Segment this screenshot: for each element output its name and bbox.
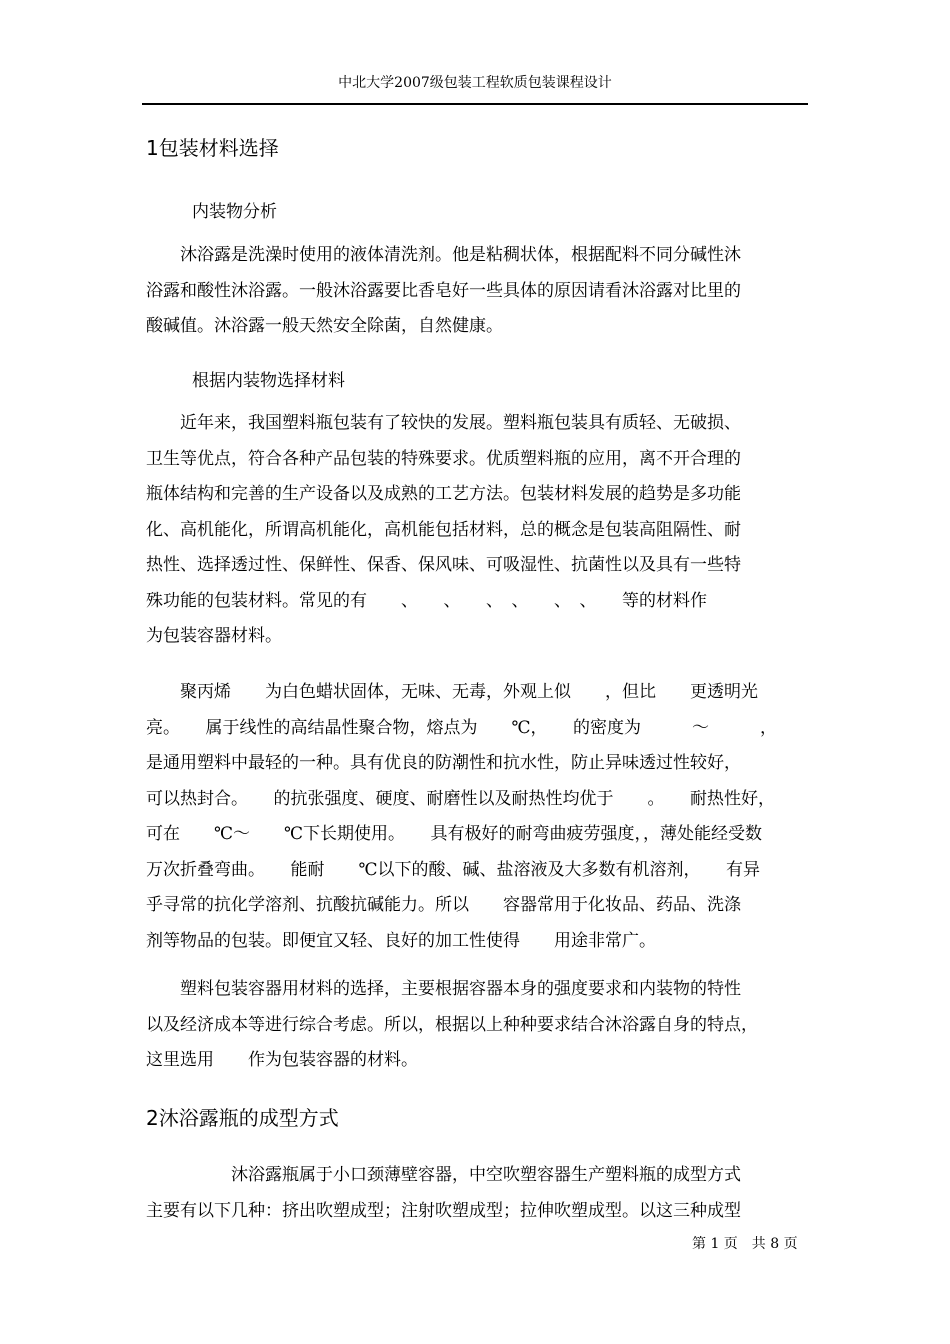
paragraph-4 <box>146 972 810 1079</box>
paragraph-line: 主要有以下几种：挤出吹塑成型；注射吹塑成型；拉伸吹塑成型。以这三种成型 <box>146 1200 741 1221</box>
paragraph-line: 乎寻常的抗化学溶剂、抗酸抗碱能力。所以 容器常用于化妆品、药品、洗涤 <box>146 895 741 915</box>
paragraph-line: 是通用塑料中最轻的一种。具有优良的防潮性和抗水性，防止异味透过性较好， <box>146 753 741 773</box>
paragraph-1 <box>146 238 810 345</box>
paragraph-line: 瓶体结构和完善的生产设备以及成熟的工艺方法。包装材料发展的趋势是多功能 <box>146 484 741 504</box>
paragraph-line: 浴露和酸性沐浴露。一般沐浴露要比香皂好一些具体的原因请看沐浴露对比里的 <box>146 280 741 301</box>
page-footer: 第 1 页 共 8 页 <box>692 1236 798 1252</box>
paragraph-line: 可以热封合。 的抗张强度、硬度、耐磨性以及耐热性均优于 。 耐热性好， <box>146 788 775 809</box>
paragraph-line: 近年来，我国塑料瓶包装有了较快的发展。塑料瓶包装具有质轻、无破损、 <box>146 413 741 433</box>
paragraph-line: 塑料包装容器用材料的选择，主要根据容器本身的强度要求和内装物的特性 <box>146 979 741 999</box>
header-rule <box>142 103 808 105</box>
subheading-material-selection: 根据内装物选择材料 <box>192 371 345 391</box>
paragraph-line: 沐浴露瓶属于小口颈薄壁容器，中空吹塑容器生产塑料瓶的成型方式 <box>146 1165 741 1185</box>
paragraph-5 <box>146 1158 810 1229</box>
paragraph-line: 沐浴露是洗澡时使用的液体清洗剂。他是粘稠状体，根据配料不同分碱性沐 <box>146 245 741 265</box>
paragraph-line: 为包装容器材料。 <box>146 626 282 646</box>
paragraph-line: 亮。 属于线性的高结晶性聚合物，熔点为 ℃， 的密度为 ～ ， <box>146 717 778 738</box>
paragraph-3 <box>146 675 810 959</box>
paragraph-line: 热性、选择透过性、保鲜性、保香、保风味、可吸湿性、抗菌性以及具有一些特 <box>146 555 741 575</box>
paragraph-line: 聚丙烯 为白色蜡状固体，无味、无毒，外观上似 ，但比 更透明光 <box>146 682 758 702</box>
subheading-contents-analysis: 内装物分析 <box>192 202 277 222</box>
paragraph-2 <box>146 406 810 655</box>
page-header: 中北大学2007级包装工程软质包装课程设计 <box>338 75 612 91</box>
paragraph-line: 这里选用 作为包装容器的材料。 <box>146 1050 418 1070</box>
paragraph-line: 剂等物品的包装。即便宜又轻、良好的加工性使得 用途非常广。 <box>146 930 656 951</box>
paragraph-line: 酸碱值。沐浴露一般天然安全除菌，自然健康。 <box>146 316 503 336</box>
paragraph-line: 以及经济成本等进行综合考虑。所以，根据以上种种要求结合沐浴露自身的特点， <box>146 1014 758 1035</box>
paragraph-line: 可在 ℃～ ℃下长期使用。 具有极好的耐弯曲疲劳强度，，薄处能经受数 <box>146 824 763 844</box>
section-2-title: 2沐浴露瓶的成型方式 <box>146 1106 339 1130</box>
section-1-title: 1包装材料选择 <box>146 136 279 160</box>
paragraph-line: 殊功能的包装材料。常见的有 、 、 、 、 、 、 等的材料作 <box>146 590 707 611</box>
paragraph-line: 万次折叠弯曲。 能耐 ℃以下的酸、碱、盐溶液及大多数有机溶剂， 有异 <box>146 859 761 880</box>
paragraph-line: 卫生等优点，符合各种产品包装的特殊要求。优质塑料瓶的应用，离不开合理的 <box>146 448 741 469</box>
paragraph-line: 化、高机能化，所谓高机能化，高机能包括材料，总的概念是包装高阻隔性、耐 <box>146 519 741 540</box>
